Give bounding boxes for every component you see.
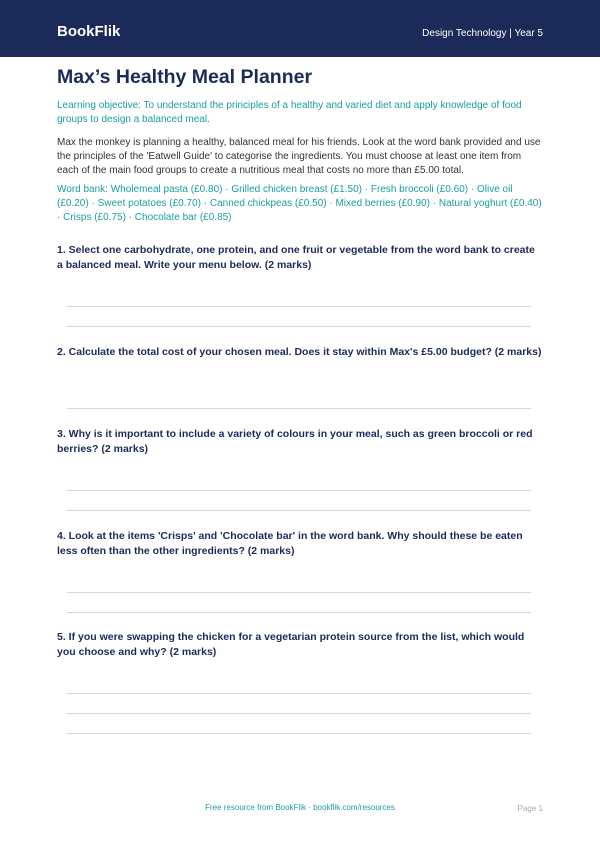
question-5: 5. If you were swapping the chicken for a vegetarian protein source from the list, which would you choose and why? (2 marks): [57, 631, 525, 658]
answer-line[interactable]: [67, 510, 531, 511]
page-number: Page 1: [517, 804, 543, 813]
answer-line[interactable]: [67, 306, 531, 307]
answer-line[interactable]: [67, 612, 531, 613]
subject-label: Design Technology | Year 5: [422, 28, 543, 39]
learning-objective: Learning objective: To understand the principles of a healthy and varied diet and apply knowledge of food groups to design a balanced meal.: [57, 100, 522, 125]
answer-line[interactable]: [67, 408, 531, 409]
question-4: 4. Look at the items 'Crisps' and 'Chocolate bar' in the word bank. Why should these be eaten less often than the other ingredients? (2 marks): [57, 530, 523, 557]
answer-line[interactable]: [67, 490, 531, 491]
answer-line[interactable]: [67, 693, 531, 694]
question-3: 3. Why is it important to include a variety of colours in your meal, such as green broccoli or red berries? (2 marks): [57, 428, 533, 455]
answer-line[interactable]: [67, 713, 531, 714]
header-bar: [0, 0, 600, 57]
brand-logo-text: BookFlik: [57, 23, 121, 40]
answer-line[interactable]: [67, 592, 531, 593]
page-title: Max’s Healthy Meal Planner: [57, 66, 313, 88]
question-1: 1. Select one carbohydrate, one protein, and one fruit or vegetable from the word bank to create a balanced meal. Write your menu below. (2 marks): [57, 244, 535, 271]
intro-text: Max the monkey is planning a healthy, balanced meal for his friends. Look at the word bank provided and use the principles of the 'Eatwell Guide' to categorise the ingredients. You must choose at least one item from each of the main food groups to create a nutritious meal that costs no more than £5.00 total.: [57, 137, 541, 176]
footer-text: Free resource from BookFlik · bookflik.com/resources: [205, 803, 395, 812]
question-2: 2. Calculate the total cost of your chosen meal. Does it stay within Max's £5.00 budget? (2 marks): [57, 346, 542, 358]
answer-line[interactable]: [67, 326, 531, 327]
word-bank: Word bank: Wholemeal pasta (£0.80) · Grilled chicken breast (£1.50) · Fresh broccoli (£0.60) · Olive oil (£0.20) · Sweet potatoes (£0.70) · Canned chickpeas (£0.50) · Mixed berries (£0.90) · Natural yoghurt (£0.40) · Crisps (£0.75) · Chocolate bar (£0.85): [57, 184, 542, 223]
answer-line[interactable]: [67, 733, 531, 734]
